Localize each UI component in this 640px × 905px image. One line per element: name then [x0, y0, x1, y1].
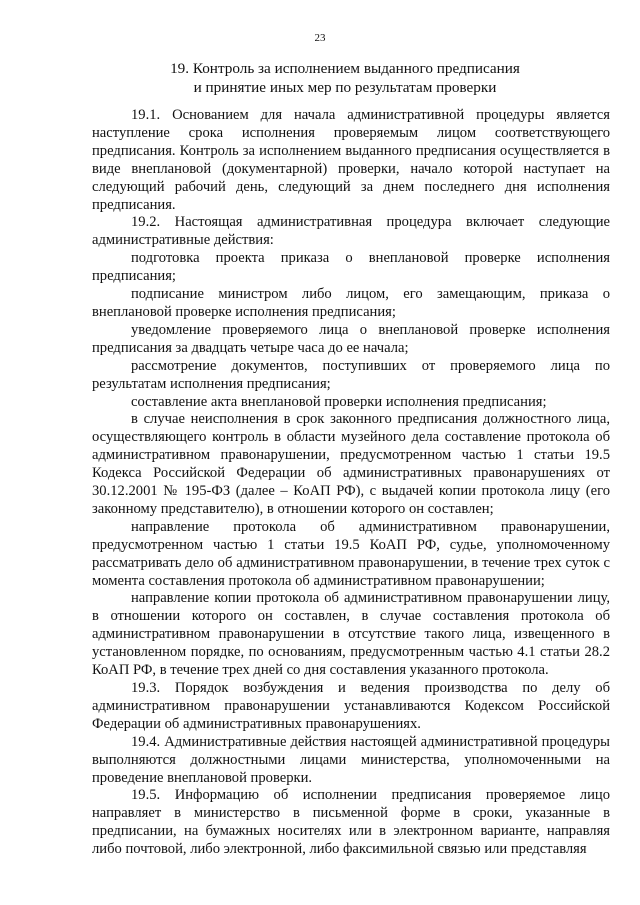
- list-item-review-documents: рассмотрение документов, поступивших от проверяемого лица по результатам исполнения предписания;: [92, 357, 610, 392]
- page-number: 23: [314, 32, 326, 44]
- list-item-sign-order: подписание министром либо лицом, его замещающим, приказа о внеплановой проверке исполнения предписания;: [92, 286, 610, 320]
- list-item-protocol: в случае неисполнения в срок законного предписания должностного лица, осуществляющего контроль в области музейного дела составление протокола об административном правонарушении, предусмотренном частью 1 статьи 19.5 Кодекса Российской Федерации об административных правонарушениях от 30.12.2001 № 195-ФЗ (далее – КоАП РФ), с выдачей копии протокола лицу (его законному представителю), в отношении которого он составлен;: [92, 411, 610, 517]
- list-item-prepare-order: подготовка проекта приказа о внеплановой проверке исполнения предписания;: [92, 250, 610, 285]
- list-item-send-to-judge: направление протокола об административном правонарушении, предусмотренном частью 1 статьи 19.5 КоАП РФ, судье, уполномоченному рассматривать дело об административном правонарушении, в течение трех суток с момента составления протокола об административном правонарушении;: [92, 518, 610, 589]
- section-heading-line-1: 19. Контроль за исполнением выданного предписания: [170, 60, 520, 77]
- paragraph-19-2: 19.2. Настоящая административная процедура включает следующие административные действия:: [92, 214, 610, 249]
- list-item-notify: уведомление проверяемого лица о внеплановой проверке исполнения предписания за двадцать четыре часа до ее начала;: [92, 321, 610, 356]
- list-item-send-copy: направление копии протокола об административном правонарушении лицу, в отношении которого он составлен, в случае составления протокола об административном правонарушении в отсутствие такого лица, извещенного в установленном порядке, по основаниям, предусмотренным частью 4.1 статьи 28.2 КоАП РФ, в течение трех дней со дня составления указанного протокола.: [92, 590, 610, 679]
- paragraph-19-3: 19.3. Порядок возбуждения и ведения производства по делу об административном правонарушении устанавливаются Кодексом Российской Федерации об административных правонарушениях.: [92, 680, 610, 732]
- section-heading-line-2: и принятие иных мер по результатам проверки: [193, 79, 497, 96]
- paragraph-19-4: 19.4. Административные действия настоящей административной процедуры выполняются должностными лицами министерства, уполномоченными на проведение внеплановой проверки.: [92, 733, 610, 786]
- section-heading: [80, 59, 610, 97]
- body-text: [92, 107, 610, 859]
- paragraph-19-1: 19.1. Основанием для начала административной процедуры является наступление срока исполнения проверяемым лицом соответствующего предписания. Контроль за исполнением выданного предписания осуществляется в виде внеплановой (документарной) проверки, начало которой наступает на следующий рабочий день, следующий за днем последнего дня исполнения предписания.: [92, 107, 610, 213]
- list-item-inspection-act: составление акта внеплановой проверки исполнения предписания;: [131, 393, 547, 410]
- paragraph-19-5: 19.5. Информацию об исполнении предписания проверяемое лицо направляет в министерство в письменной форме в сроки, указанные в предписании, на бумажных носителях или в электронном варианте, направляя либо почтовой, либо электронной, либо факсимильной связью или представляя: [92, 787, 610, 858]
